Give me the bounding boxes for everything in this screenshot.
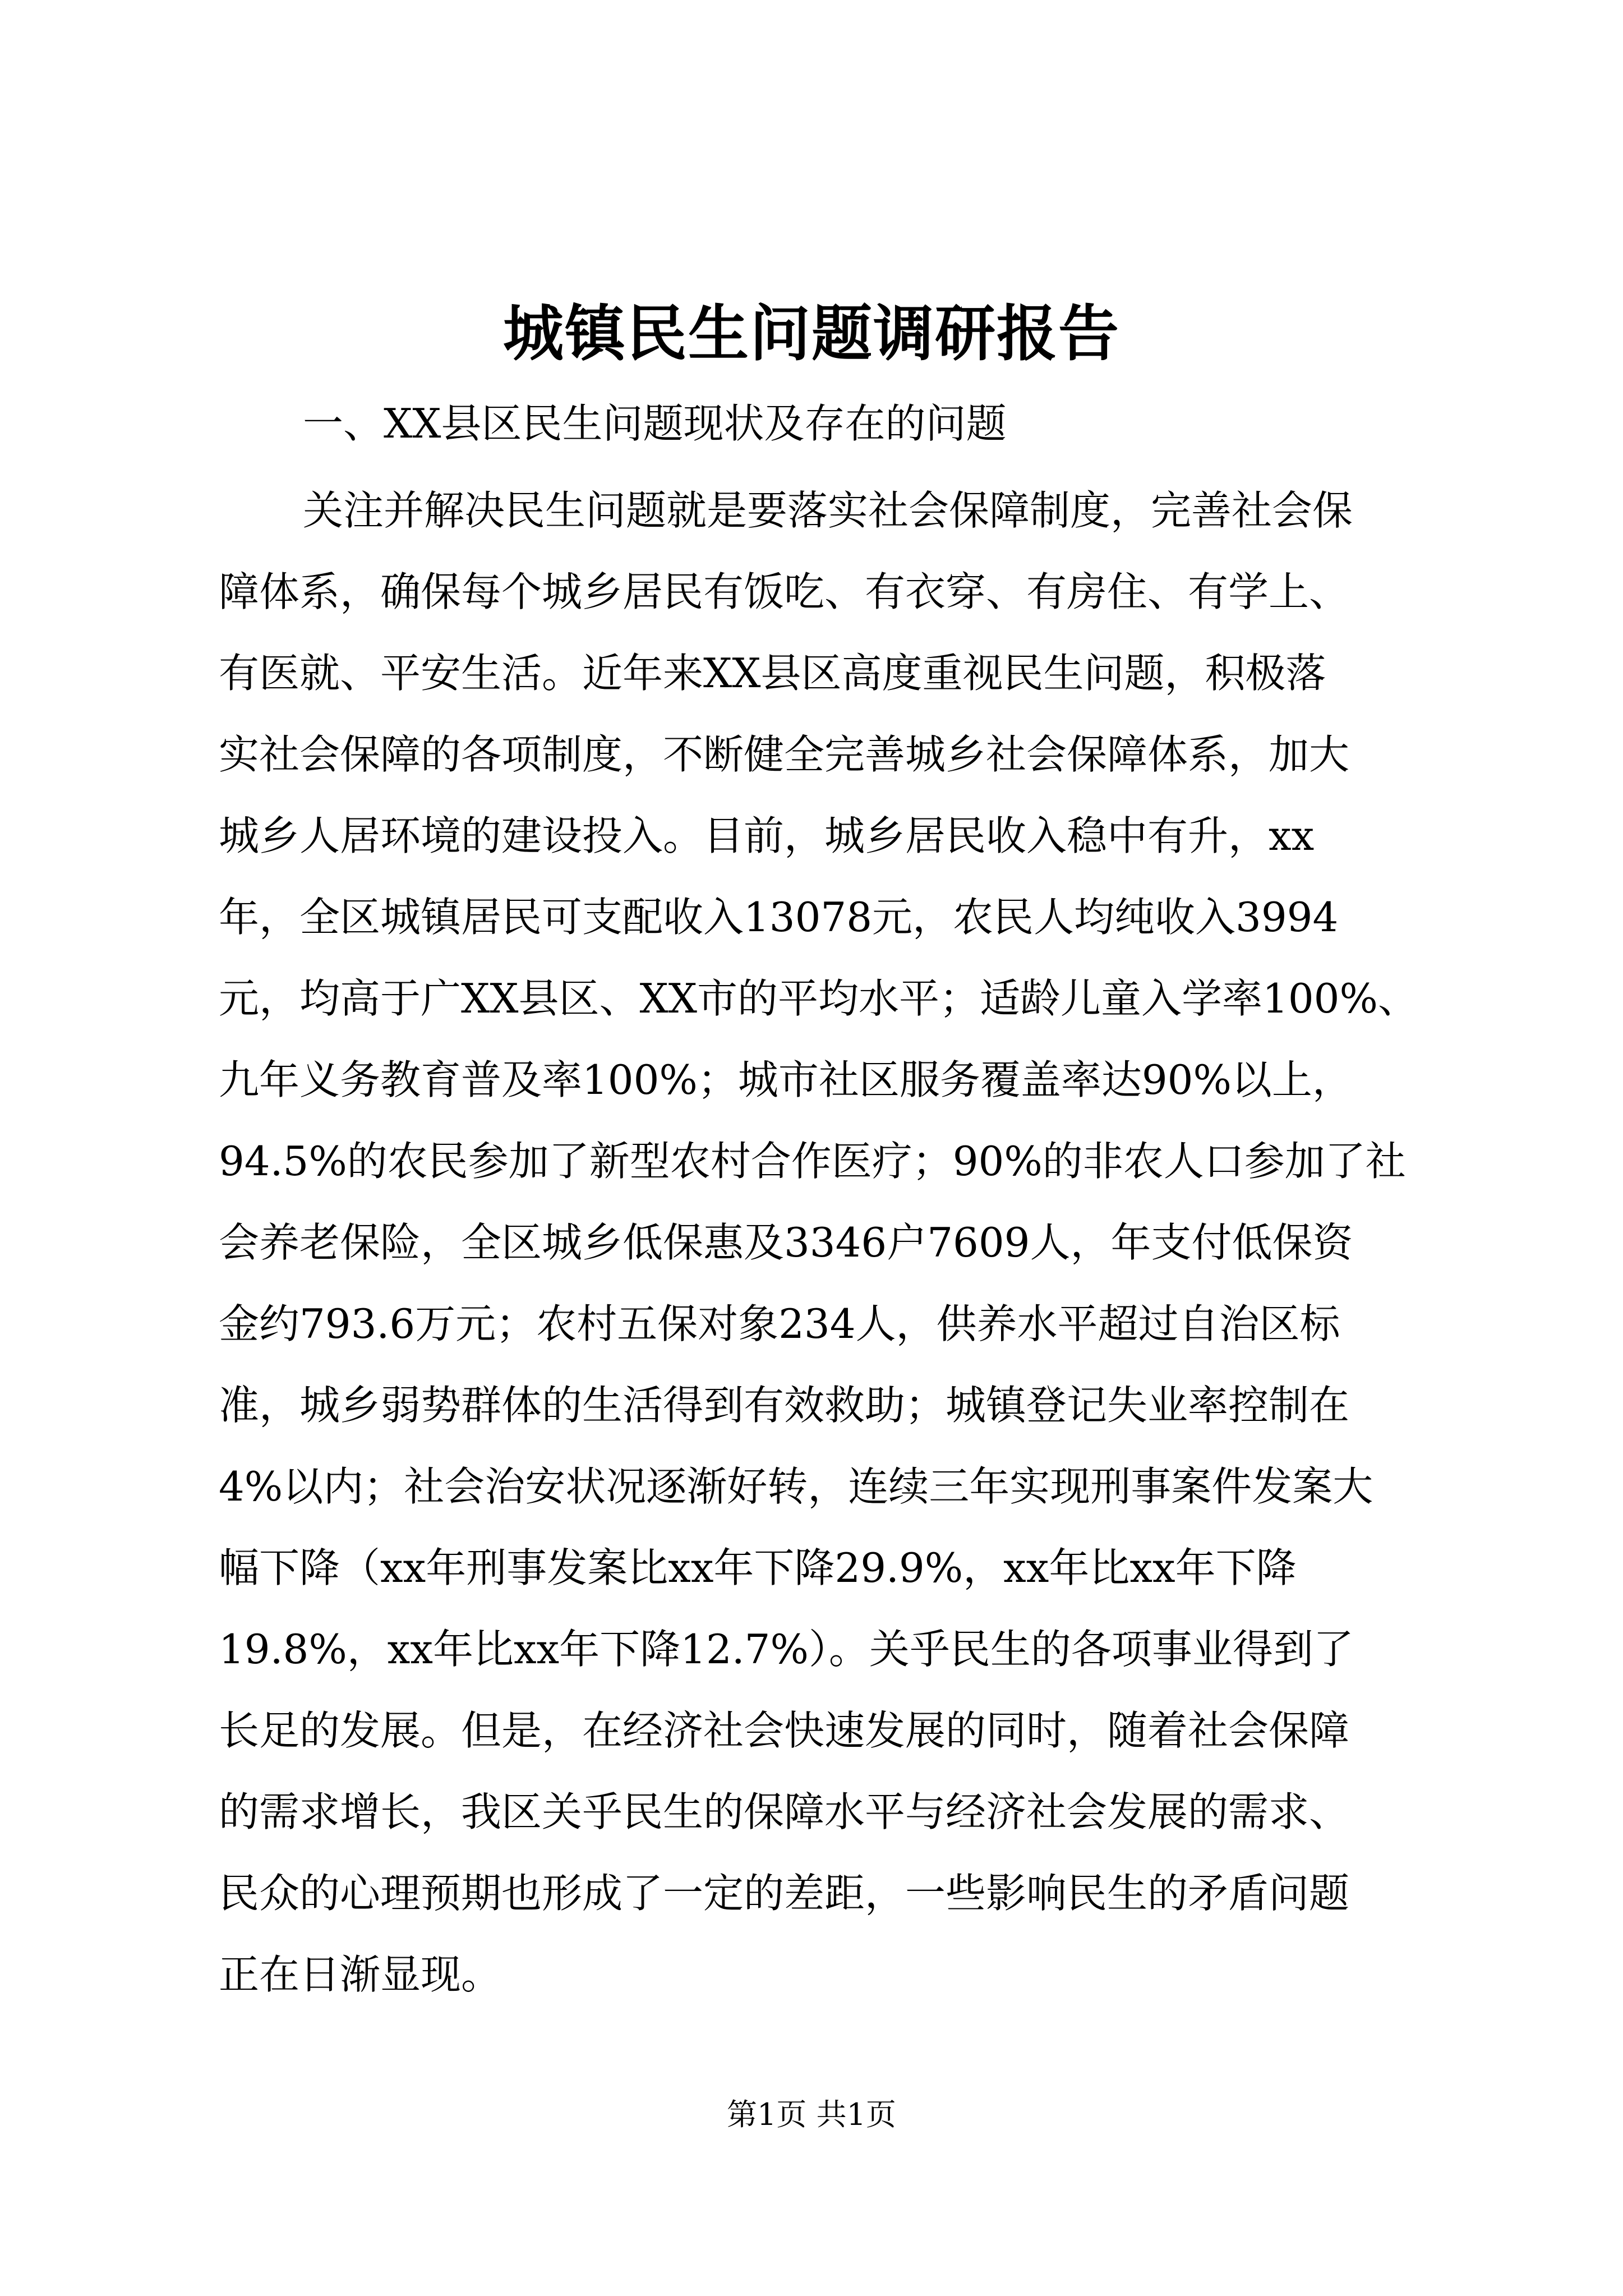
paragraph-line: 的需求增长，我区关乎民生的保障水平与经济社会发展的需求、 [219,1788,1350,1835]
paragraph-line: 金约793.6万元；农村五保对象234人，供养水平超过自治区标 [219,1300,1340,1347]
paragraph-line: 九年义务教育普及率100%；城市社区服务覆盖率达90%以上， [219,1056,1353,1103]
paragraph-line: 长足的发展。但是，在经济社会快速发展的同时，随着社会保障 [219,1707,1350,1754]
page-footer: 第1页 共1页 [727,2097,896,2132]
paragraph-line: 幅下降（xx年刑事发案比xx年下降29.9%，xx年比xx年下降 [219,1544,1297,1591]
paragraph-line: 实社会保障的各项制度，不断健全完善城乡社会保障体系，加大 [219,731,1350,778]
paragraph-line: 年，全区城镇居民可支配收入13078元，农民人均纯收入3994 [219,894,1339,941]
paragraph-line: 会养老保险，全区城乡低保惠及3346户7609人，年支付低保资 [219,1219,1353,1266]
paragraph-line: 94.5%的农民参加了新型农村合作医疗；90%的非农人口参加了社 [219,1138,1406,1185]
document-title: 城镇民生问题调研报告 [502,298,1120,369]
paragraph-line: 障体系，确保每个城乡居民有饭吃、有衣穿、有房住、有学上、 [219,568,1350,615]
paragraph-line: 元，均高于广XX县区、XX市的平均水平；适龄儿童入学率100%、 [219,975,1418,1022]
paragraph-line: 19.8%，xx年比xx年下降12.7%）。关乎民生的各项事业得到了 [219,1626,1354,1673]
paragraph-line: 城乡人居环境的建设投入。目前，城乡居民收入稳中有升，xx [219,812,1315,859]
paragraph-line: 正在日渐显现。 [219,1951,502,1998]
paragraph-line: 民众的心理预期也形成了一定的差距，一些影响民生的矛盾问题 [219,1870,1350,1917]
paragraph-line: 关注并解决民生问题就是要落实社会保障制度，完善社会保 [303,487,1353,534]
section-heading: 一、XX县区民生问题现状及存在的问题 [303,400,1007,447]
paragraph-line: 4%以内；社会治安状况逐渐好转，连续三年实现刑事案件发案大 [219,1463,1373,1510]
paragraph-line: 准，城乡弱势群体的生活得到有效救助；城镇登记失业率控制在 [219,1382,1350,1429]
paragraph-line: 有医就、平安生活。近年来XX县区高度重视民生问题，积极落 [219,650,1326,697]
